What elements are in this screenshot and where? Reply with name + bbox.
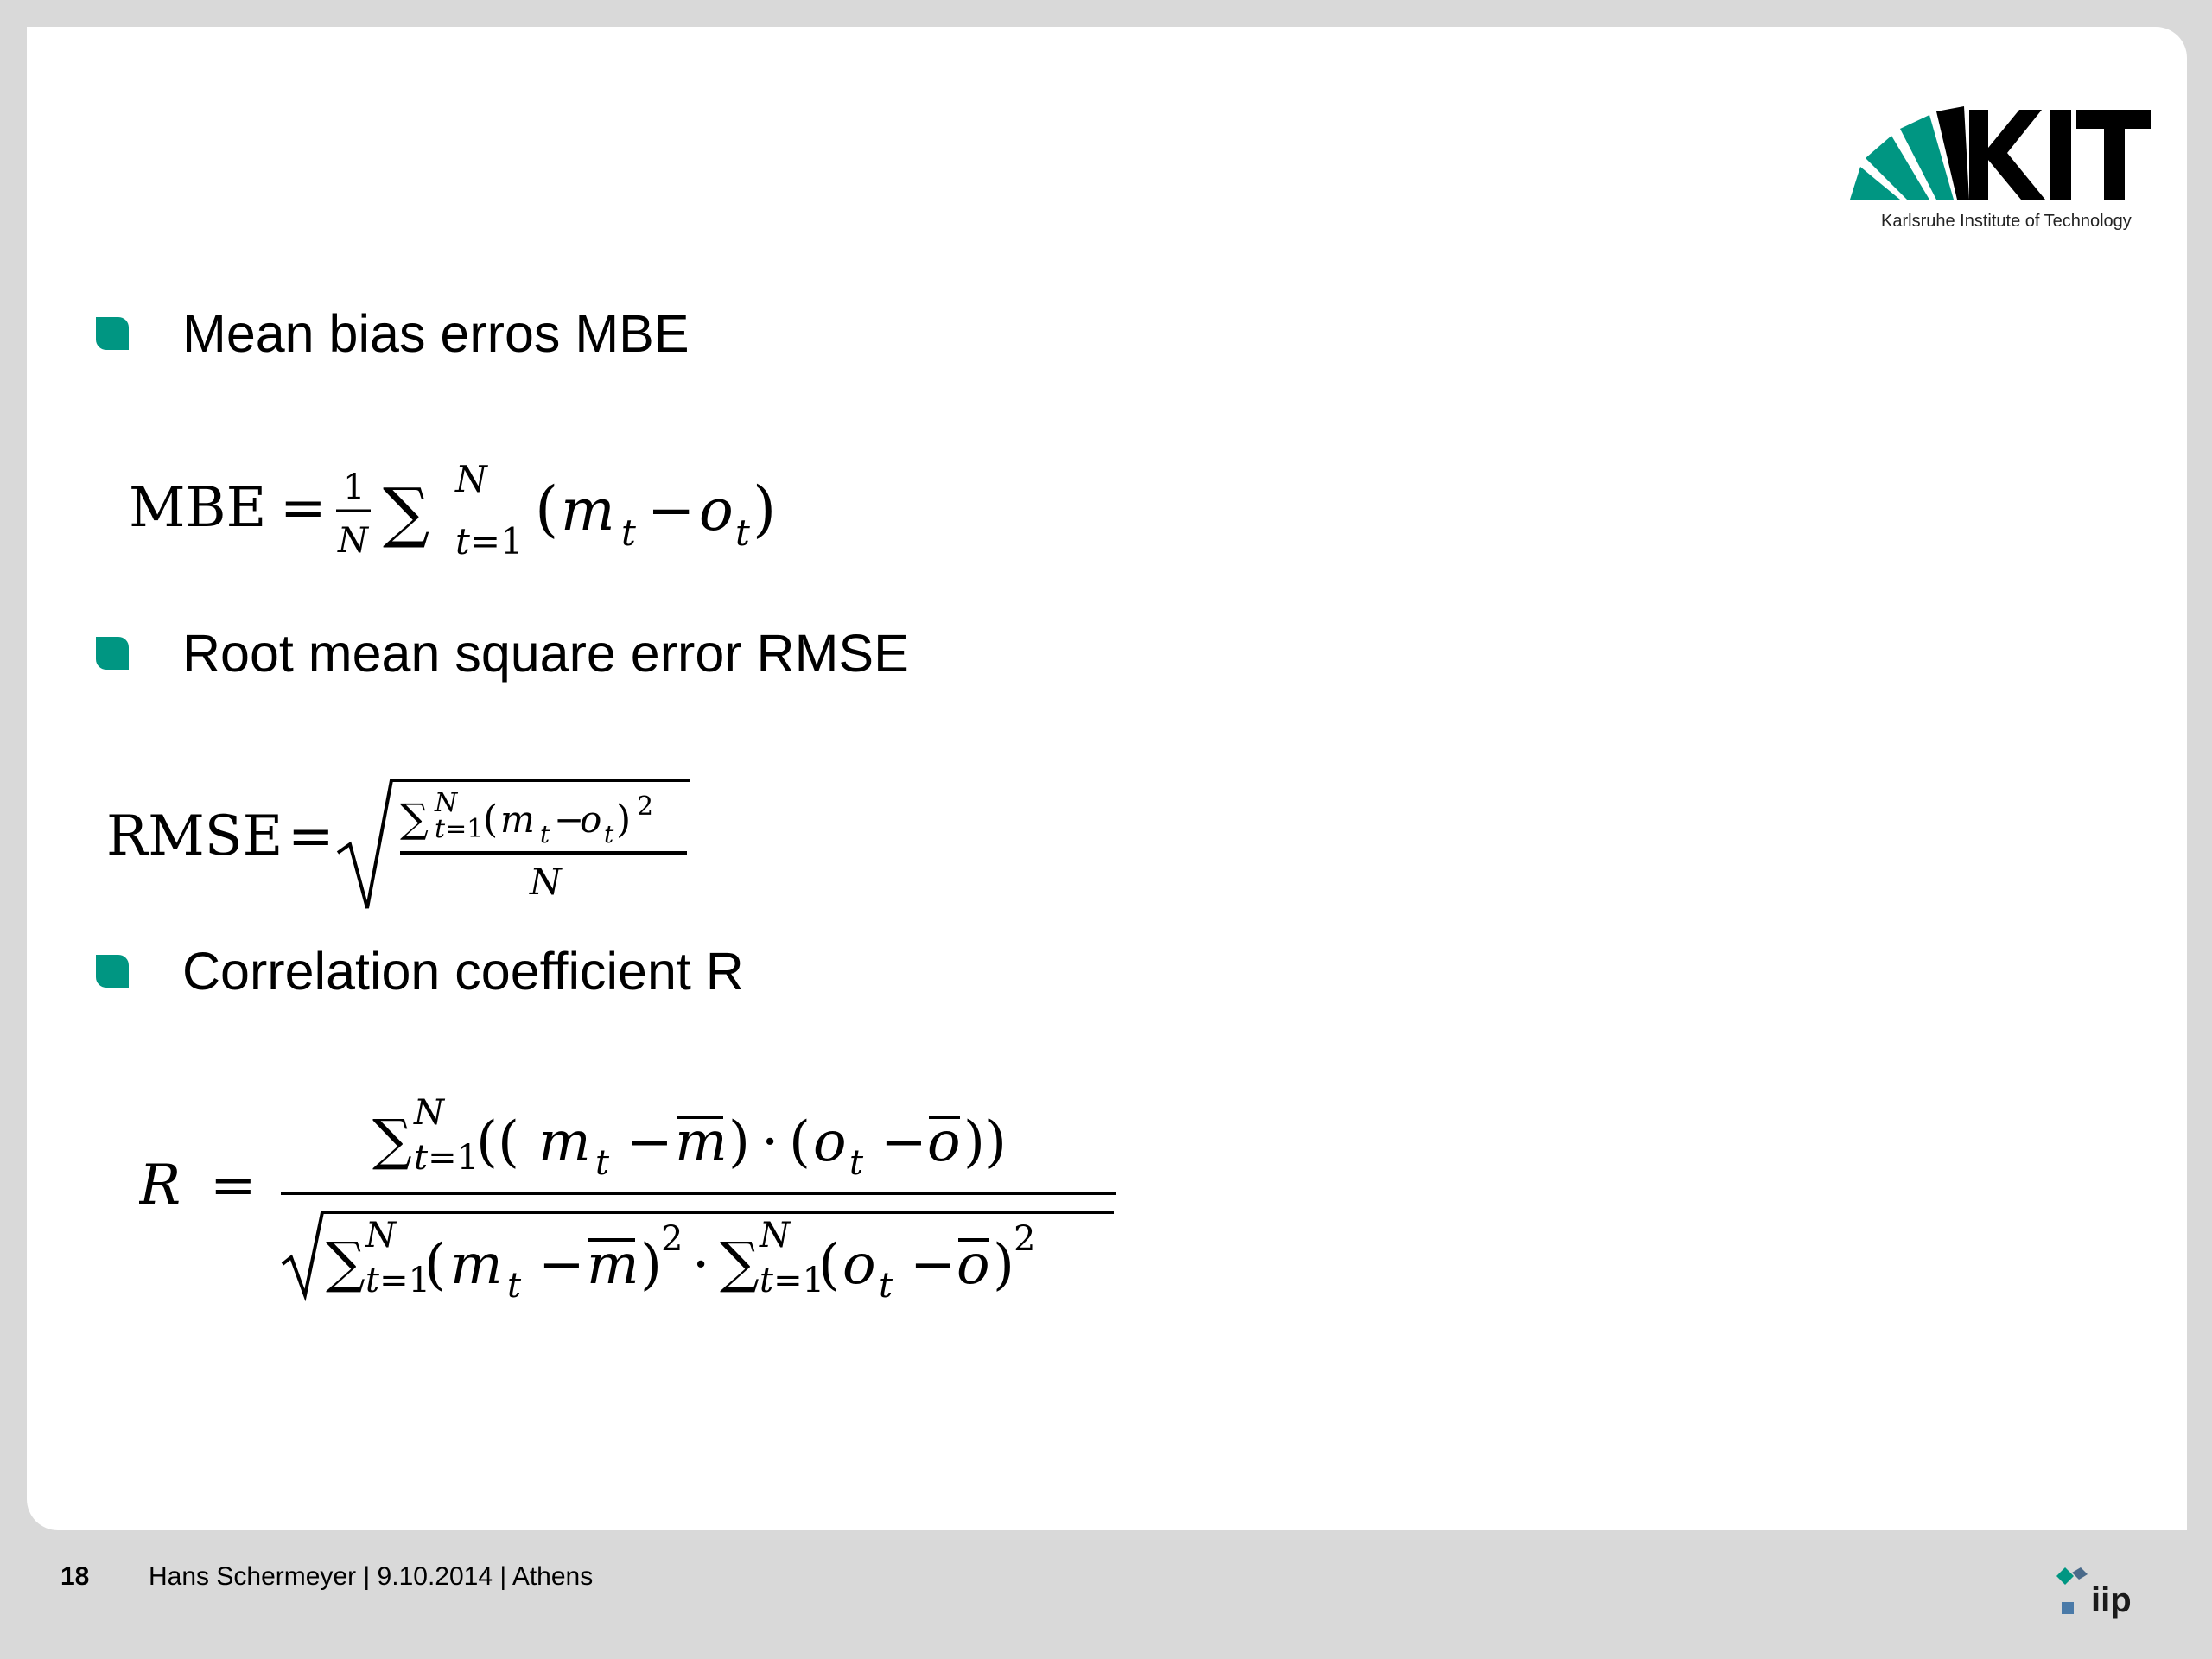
slide xyxy=(27,27,2187,1530)
svg-text:): ) xyxy=(640,1233,662,1297)
bullet-item-r xyxy=(96,941,744,1001)
svg-text:(: ( xyxy=(535,474,559,544)
svg-text:t: t xyxy=(595,1143,610,1183)
svg-text:o: o xyxy=(699,477,734,543)
rmse-formula xyxy=(106,763,711,918)
svg-text:o: o xyxy=(842,1233,876,1297)
svg-text:N: N xyxy=(414,1093,444,1133)
svg-text:∑: ∑ xyxy=(372,1109,412,1173)
svg-text:−: − xyxy=(538,1233,585,1297)
bullet-square-icon xyxy=(96,637,129,670)
svg-text:m: m xyxy=(450,1233,503,1297)
r-formula xyxy=(139,1081,1141,1306)
svg-text:N: N xyxy=(338,521,368,561)
svg-text:=: = xyxy=(288,804,334,868)
svg-text:o: o xyxy=(957,1233,990,1297)
svg-text:−: − xyxy=(647,477,696,543)
svg-text:m: m xyxy=(561,477,615,543)
svg-text:t: t xyxy=(879,1266,893,1306)
svg-text:t=1: t=1 xyxy=(760,1261,825,1300)
bullet-text: Mean bias erros MBE xyxy=(182,304,690,363)
svg-text:−: − xyxy=(880,1110,927,1174)
svg-text:−: − xyxy=(626,1110,673,1174)
svg-text:2: 2 xyxy=(637,791,654,822)
rmse-lhs: RMSE xyxy=(106,804,283,868)
svg-text:): ) xyxy=(753,474,777,544)
svg-text:·: · xyxy=(692,1233,710,1297)
svg-text:): ) xyxy=(616,798,632,842)
svg-text:((: (( xyxy=(476,1110,519,1174)
iip-logo xyxy=(2053,1564,2139,1633)
r-lhs: R xyxy=(139,1154,181,1217)
svg-text:t=1: t=1 xyxy=(365,1261,431,1300)
svg-text:=: = xyxy=(210,1154,257,1217)
svg-text:o: o xyxy=(580,798,602,841)
bullet-square-icon xyxy=(96,955,129,988)
svg-text:−: − xyxy=(554,798,585,841)
svg-text:2: 2 xyxy=(1014,1219,1036,1259)
svg-text:(: ( xyxy=(424,1233,446,1297)
svg-text:=: = xyxy=(280,476,327,540)
bullet-item-rmse xyxy=(96,623,909,683)
svg-text:(: ( xyxy=(789,1110,810,1174)
mbe-lhs: MBE xyxy=(129,476,267,540)
svg-text:∑: ∑ xyxy=(326,1231,365,1295)
svg-text:N: N xyxy=(530,861,562,903)
svg-text:): ) xyxy=(993,1233,1014,1297)
page-number: 18 xyxy=(60,1562,90,1591)
svg-text:t: t xyxy=(507,1266,522,1306)
logo-caption: Karlsruhe Institute of Technology xyxy=(1881,212,2132,231)
svg-text:m: m xyxy=(675,1110,728,1174)
svg-text:t=1: t=1 xyxy=(414,1138,480,1178)
svg-text:·: · xyxy=(761,1110,779,1174)
svg-text:o: o xyxy=(813,1110,847,1174)
svg-text:m: m xyxy=(587,1233,639,1297)
svg-text:o: o xyxy=(927,1110,961,1174)
svg-text:N: N xyxy=(455,458,487,500)
svg-text:N: N xyxy=(760,1216,790,1255)
svg-text:(: ( xyxy=(818,1233,840,1297)
kit-logo xyxy=(1850,106,2152,236)
svg-text:): ) xyxy=(728,1110,750,1174)
svg-text:t: t xyxy=(735,512,750,554)
bullet-text: Root mean square error RMSE xyxy=(182,624,909,683)
footer-text: Hans Schermeyer | 9.10.2014 | Athens xyxy=(149,1562,594,1591)
svg-text:∑: ∑ xyxy=(400,795,429,842)
bullet-item-mbe xyxy=(96,303,690,364)
svg-text:(: ( xyxy=(483,798,499,842)
svg-text:∑: ∑ xyxy=(383,474,430,550)
svg-text:t: t xyxy=(604,820,614,849)
svg-text:m: m xyxy=(500,798,535,841)
svg-text:t: t xyxy=(849,1143,864,1183)
svg-text:N: N xyxy=(365,1216,396,1255)
svg-text:t: t xyxy=(621,512,636,554)
svg-text:t=1: t=1 xyxy=(455,520,524,563)
svg-text:t=1: t=1 xyxy=(435,814,484,844)
mbe-formula xyxy=(129,440,785,578)
svg-text:1: 1 xyxy=(343,467,365,507)
svg-text:∑: ∑ xyxy=(720,1231,760,1295)
bullet-square-icon xyxy=(96,317,129,350)
svg-text:N: N xyxy=(435,788,458,818)
kit-logo-graphic xyxy=(1850,106,2152,210)
svg-text:m: m xyxy=(538,1110,591,1174)
iip-logo-text: iip xyxy=(2091,1581,2132,1619)
svg-text:2: 2 xyxy=(661,1219,683,1259)
svg-text:t: t xyxy=(540,820,550,849)
bullet-text: Correlation coefficient R xyxy=(182,942,744,1001)
svg-text:)): )) xyxy=(963,1110,1007,1174)
svg-text:−: − xyxy=(910,1233,957,1297)
